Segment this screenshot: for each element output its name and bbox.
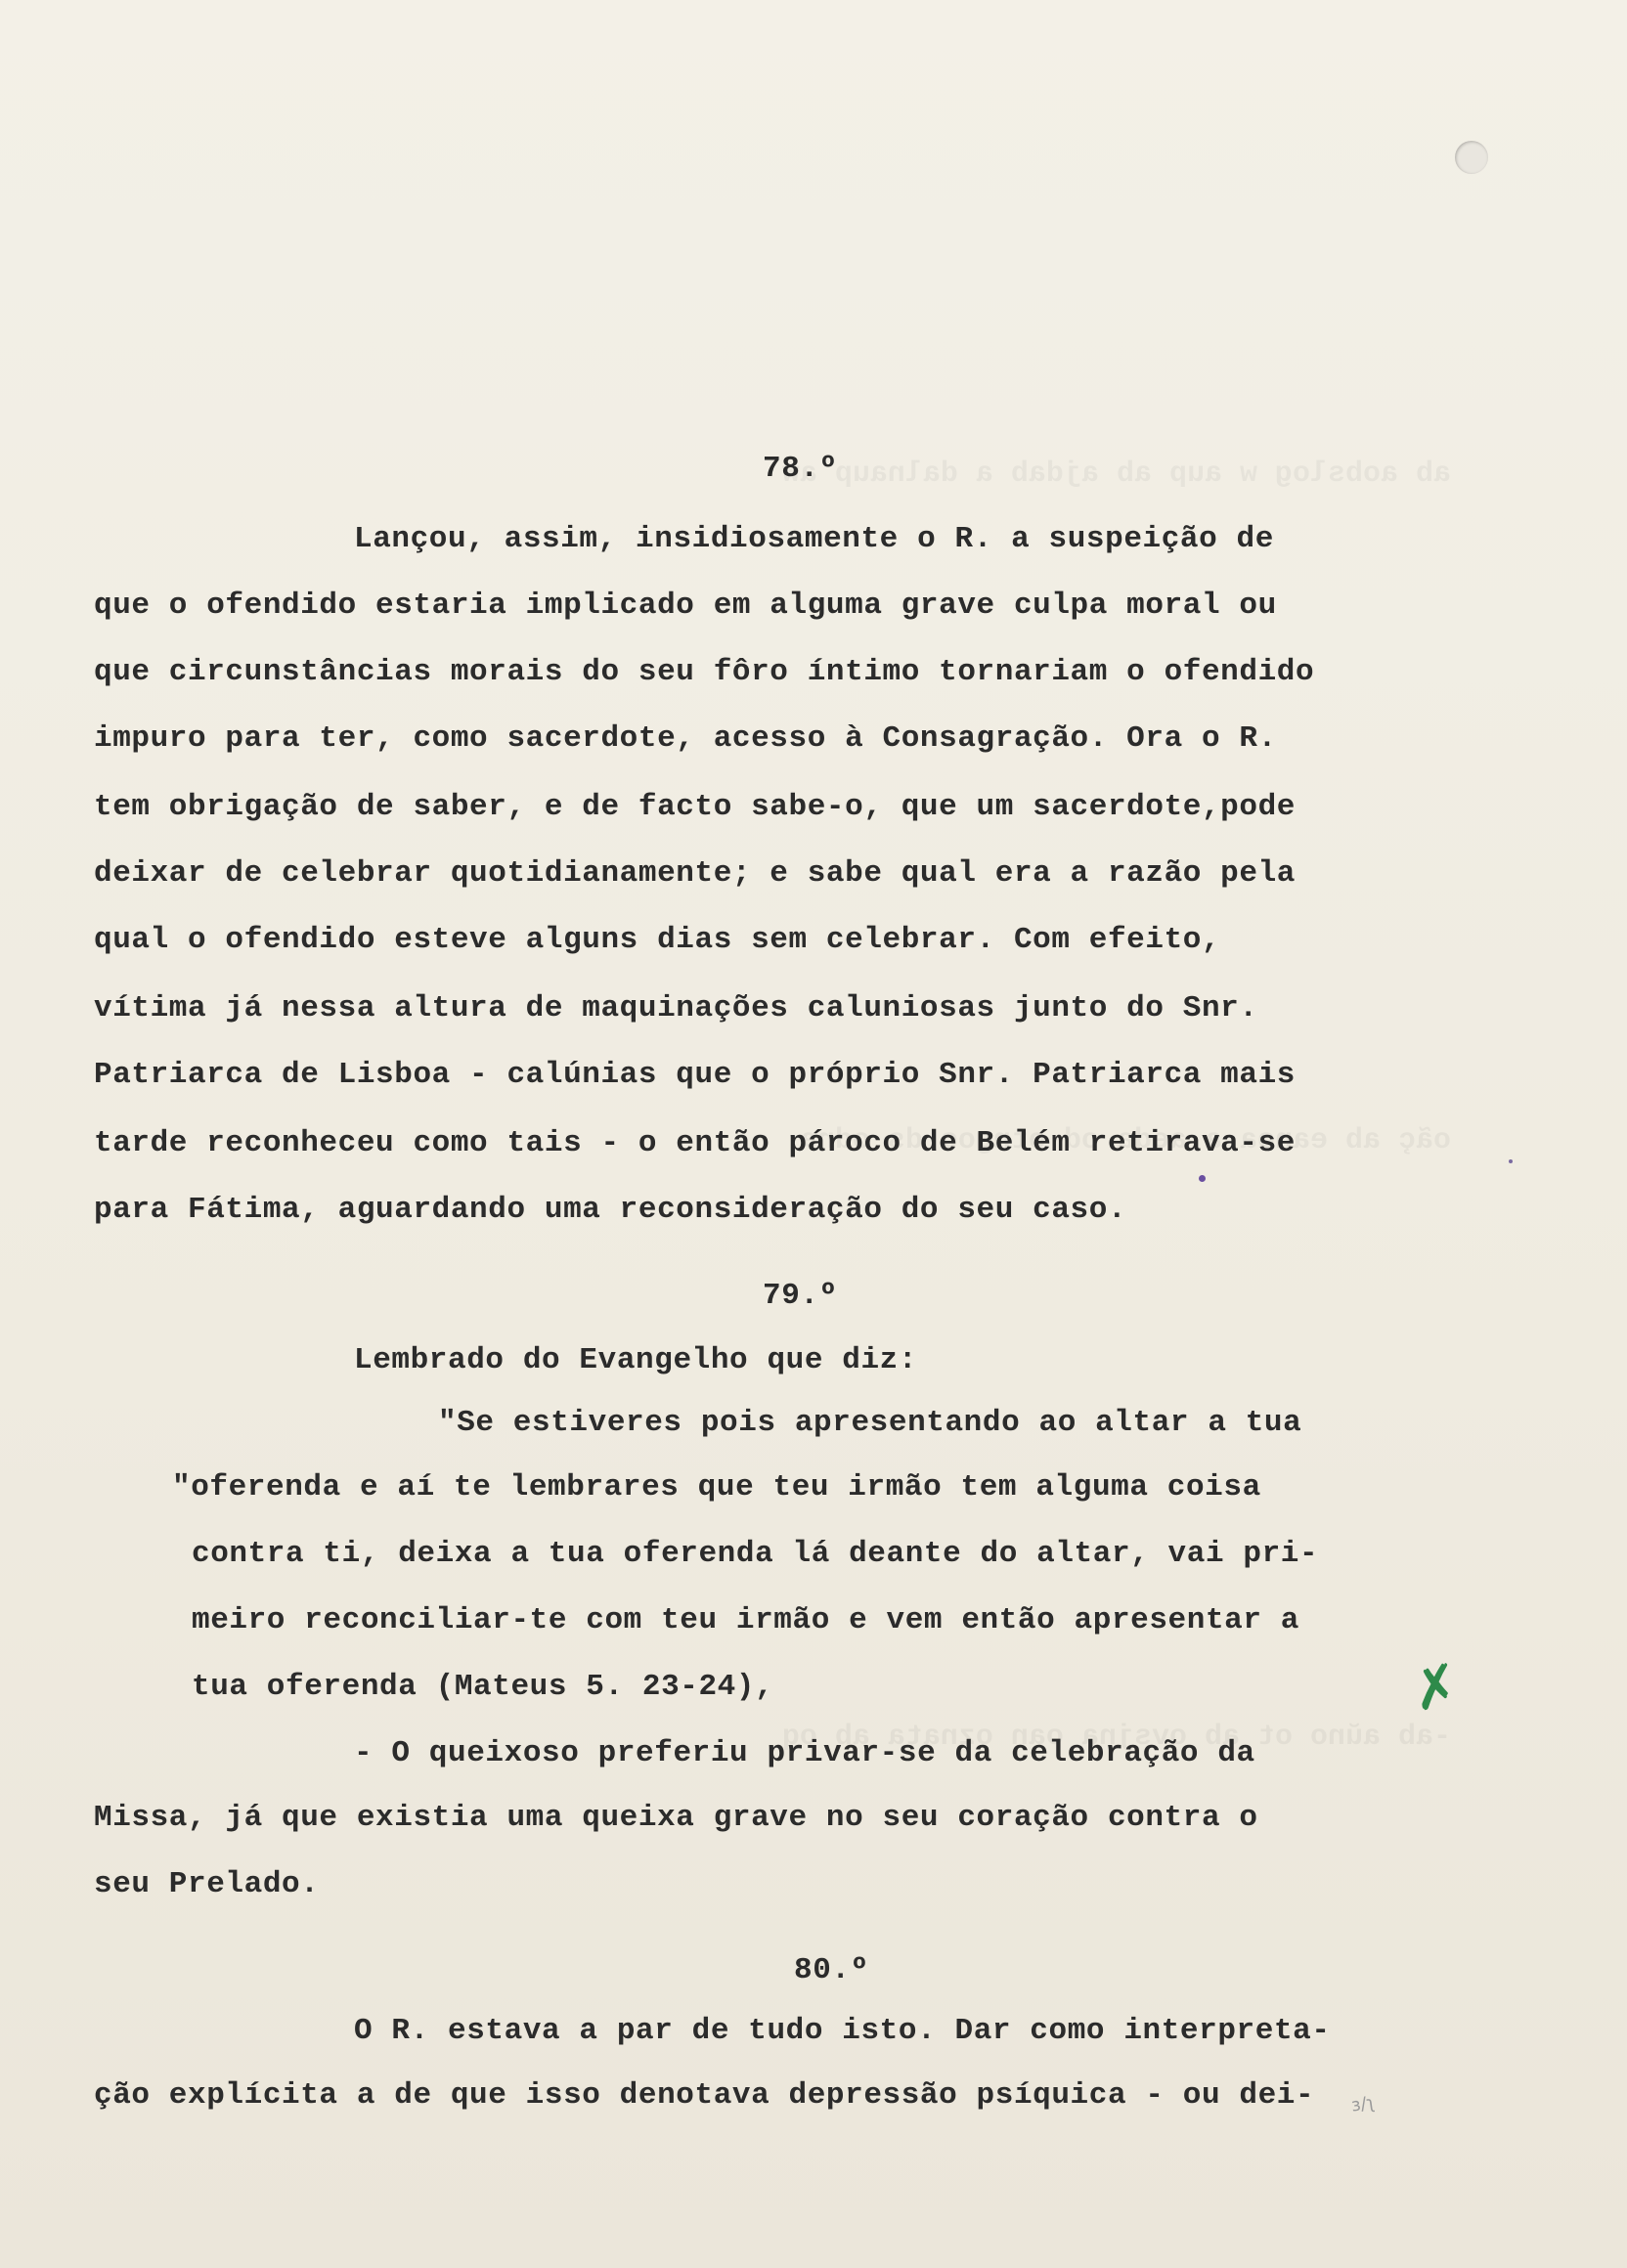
- text-line: seu Prelado.: [94, 1867, 320, 1901]
- ink-dot: [1199, 1175, 1206, 1182]
- text-line: tem obrigação de saber, e de facto sabe-o, que um sacerdote,pode: [94, 790, 1296, 824]
- quote-line: tua oferenda (Mateus 5. 23-24),: [192, 1670, 774, 1704]
- text-line: que circunstâncias morais do seu fôro íntimo tornariam o ofendido: [94, 655, 1315, 689]
- text-line: impuro para ter, como sacerdote, acesso à Consagração. Ora o R.: [94, 721, 1277, 756]
- punch-hole: [1455, 141, 1488, 174]
- quote-line: contra ti, deixa a tua oferenda lá deante do altar, vai pri-: [192, 1537, 1319, 1571]
- text-line: tarde reconheceu como tais - o então pároco de Belém retirava-se: [94, 1126, 1296, 1160]
- handwritten-x-mark: ✗: [1405, 1649, 1467, 1725]
- text-line: qual o ofendido esteve alguns dias sem celebrar. Com efeito,: [94, 923, 1221, 957]
- quote-line: meiro reconciliar-te com teu irmão e vem então apresentar a: [192, 1603, 1299, 1637]
- text-line: ção explícita a de que isso denotava depressão psíquica - ou dei-: [94, 2078, 1315, 2113]
- text-line: que o ofendido estaria implicado em alguma grave culpa moral ou: [94, 589, 1277, 623]
- quote-line: "Se estiveres pois apresentando ao altar a tua: [438, 1406, 1302, 1440]
- text-line: para Fátima, aguardando uma reconsideração do seu caso.: [94, 1193, 1127, 1227]
- text-line: vítima já nessa altura de maquinações caluniosas junto do Snr.: [94, 991, 1258, 1025]
- text-line: Patriarca de Lisboa - calúnias que o próprio Snr. Patriarca mais: [94, 1058, 1296, 1092]
- text-line: Missa, já que existia uma queixa grave no seu coração contra o: [94, 1801, 1258, 1835]
- text-line: Lançou, assim, insidiosamente o R. a suspeição de: [354, 522, 1274, 556]
- section-number-80: 80.º: [794, 1953, 869, 1987]
- section-number-78: 78.º: [763, 452, 838, 486]
- quote-line: "oferenda e aí te lembrares que teu irmão tem alguma coisa: [172, 1470, 1261, 1505]
- pencil-annotation: ɜ/ʅ: [1349, 2092, 1377, 2116]
- text-line: Lembrado do Evangelho que diz:: [354, 1343, 918, 1377]
- ink-dot: [1509, 1159, 1513, 1163]
- section-number-79: 79.º: [763, 1279, 838, 1313]
- text-line: O R. estava a par de tudo isto. Dar como interpreta-: [354, 2014, 1331, 2048]
- text-line: deixar de celebrar quotidianamente; e sabe qual era a razão pela: [94, 856, 1296, 891]
- text-line: - O queixoso preferiu privar-se da celebração da: [354, 1736, 1255, 1770]
